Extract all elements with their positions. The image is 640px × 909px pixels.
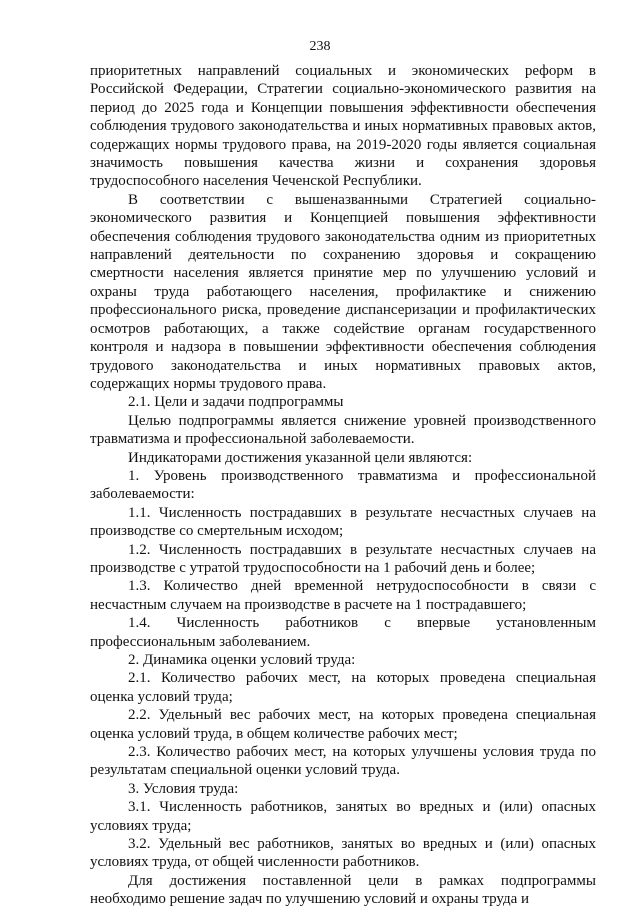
list-item: 1.1. Численность пострадавших в результате несчастных случаев на производстве со смертельным исходом; xyxy=(90,504,596,540)
page-number: 238 xyxy=(309,39,331,54)
list-item: 3. Условия труда: xyxy=(128,780,239,797)
paragraph: приоритетных направлений социальных и экономических реформ в Российской Федерации, Стратегии социально-экономического развития на период до 2025 года и Концепции повышения эффективности обеспечения соблюдения трудового законодательства и иных нормативных правовых актов, содержащих нормы трудового права, на 2019-2020 годы является социальная значимость повышения качества жизни и сохранения здоровья трудоспособного населения Чеченской Республики. xyxy=(90,63,596,190)
list-item: 1. Уровень производственного травматизма и профессиональной заболеваемости: xyxy=(90,467,596,503)
list-item: 2.2. Удельный вес рабочих мест, на которых проведена специальная оценка условий труда, в общем количестве рабочих мест; xyxy=(90,707,596,742)
section-heading: 2.1. Цели и задачи подпрограммы xyxy=(128,394,344,411)
list-item: 2.3. Количество рабочих мест, на которых улучшены условия труда по результатам специальной оценки условий труда. xyxy=(90,744,596,779)
list-item: 1.2. Численность пострадавших в результате несчастных случаев на производстве с утратой трудоспособности на 1 рабочий день и более; xyxy=(90,541,596,576)
list-item: 2.1. Количество рабочих мест, на которых проведена специальная оценка условий труда; xyxy=(90,670,596,705)
paragraph: Для достижения поставленной цели в рамках подпрограммы необходимо решение задач по улучшению условий и охраны труда и xyxy=(90,872,596,908)
document-body xyxy=(90,62,596,909)
list-item: 2. Динамика оценки условий труда: xyxy=(128,652,356,668)
paragraph: Целью подпрограммы является снижение уровней производственного травматизма и профессиональной заболеваемости. xyxy=(90,412,596,448)
list-item: 3.1. Численность работников, занятых во вредных и (или) опасных условиях труда; xyxy=(90,799,596,834)
paragraph: Индикаторами достижения указанной цели являются: xyxy=(128,449,473,466)
list-item: 1.4. Численность работников с впервые установленным профессиональным заболеванием. xyxy=(90,615,596,650)
list-item: 1.3. Количество дней временной нетрудоспособности в связи с несчастным случаем на производстве в расчете на 1 пострадавшего; xyxy=(90,578,596,613)
paragraph: В соответствии с вышеназванными Стратегией социально-экономического развития и Концепцией повышения эффективности обеспечения соблюдения трудового законодательства одним из приоритетных направлений деятельности по сохранению здоровья и сокращению смертности населения является принятие мер по улучшению условий и охраны труда работающего населения, профилактике и снижению профессионального риска, проведение диспансеризации и профилактических осмотров работающих, а также содействие органам государственного контроля и надзора в повышении эффективности обеспечения соблюдения трудового законодательства и иных нормативных правовых актов, содержащих нормы трудового права. xyxy=(90,191,596,392)
list-item: 3.2. Удельный вес работников, занятых во вредных и (или) опасных условиях труда, от общей численности работников. xyxy=(90,836,596,871)
